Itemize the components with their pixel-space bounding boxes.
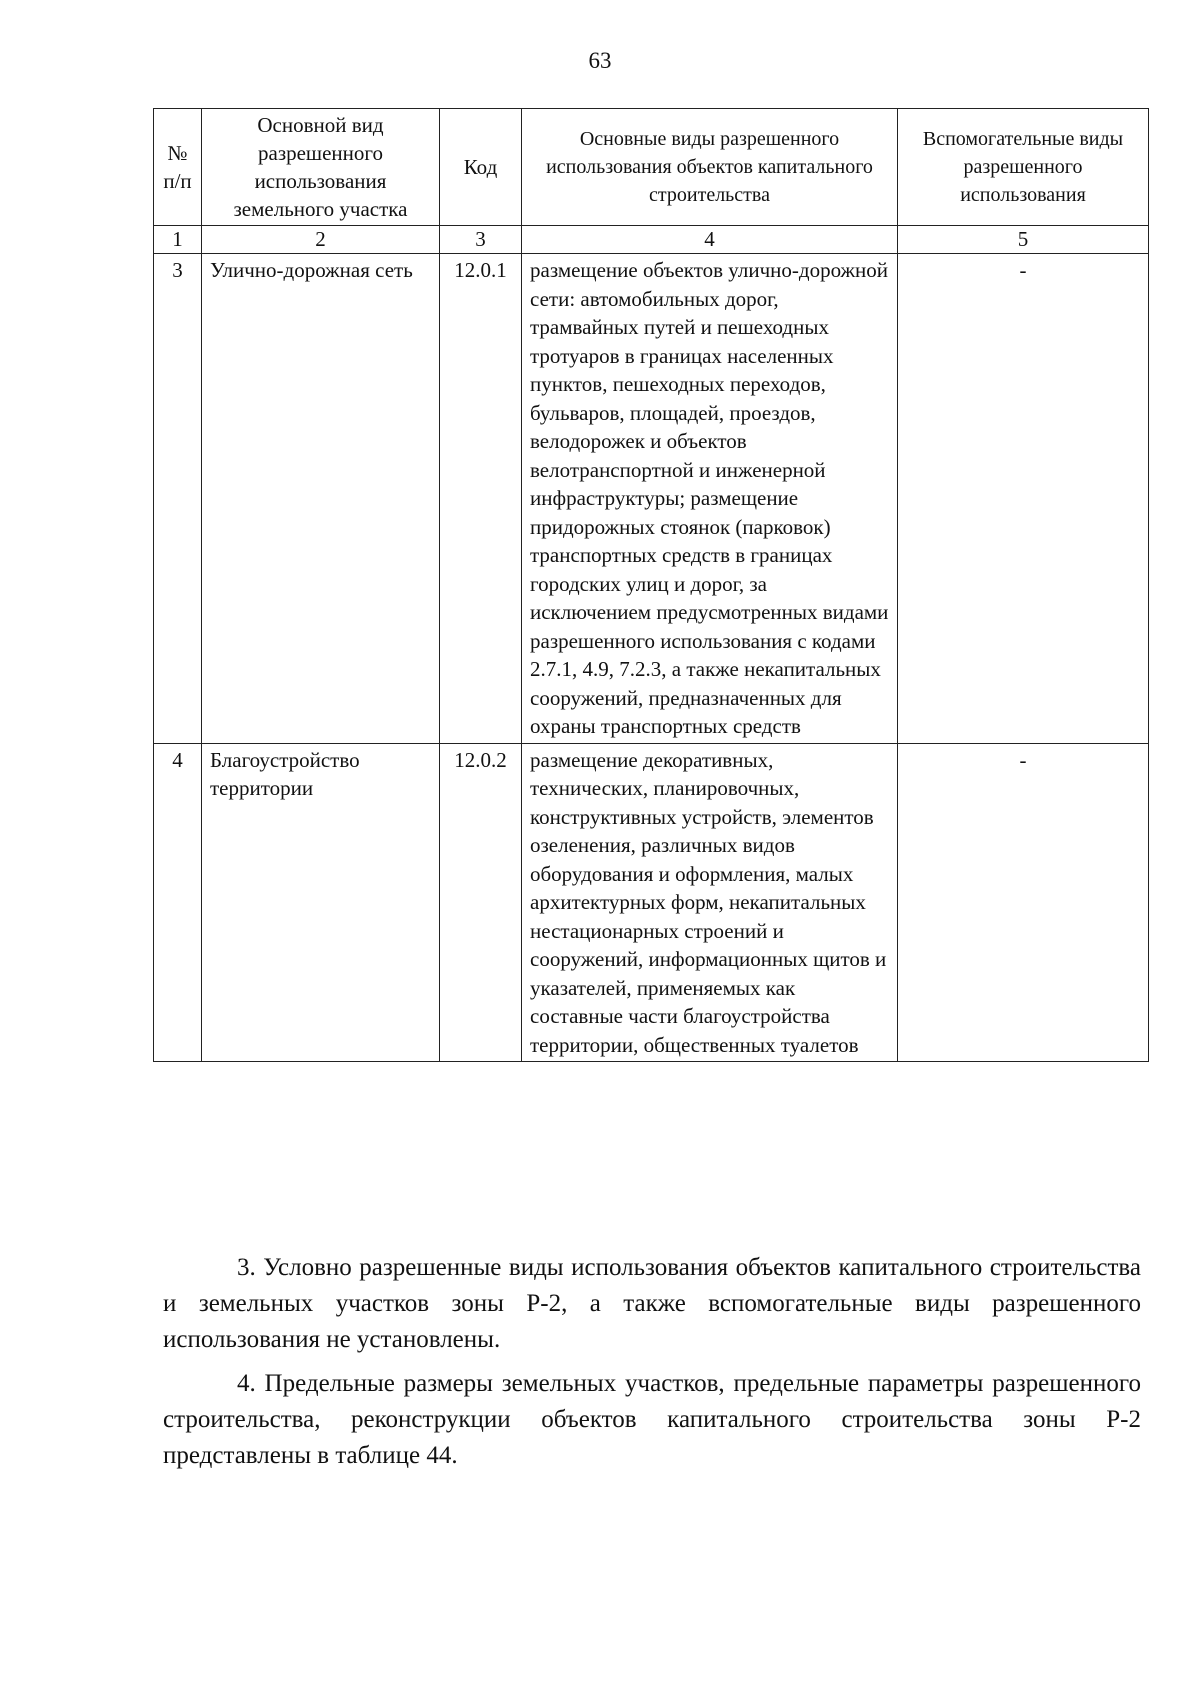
auxiliary-use: - (898, 254, 1149, 744)
header-auxiliary-uses: Вспомогательные виды разрешенного использования (898, 109, 1149, 226)
use-type-name: Улично-дорожная сеть (202, 254, 440, 744)
header-main-use-type: Основной вид разрешенного использования земельного участка (202, 109, 440, 226)
body-text (163, 1250, 1141, 1482)
header-number: № п/п (154, 109, 202, 226)
header-code: Код (440, 109, 522, 226)
column-number: 2 (202, 226, 440, 254)
header-capital-construction-uses: Основные виды разрешенного использования объектов капитального строительства (522, 109, 898, 226)
use-code: 12.0.2 (440, 743, 522, 1062)
use-code: 12.0.1 (440, 254, 522, 744)
table-row (154, 254, 1149, 744)
table-row (154, 743, 1149, 1062)
column-number: 4 (522, 226, 898, 254)
permitted-use-table (153, 108, 1149, 1062)
table-header-row (154, 109, 1149, 226)
use-type-name: Благоустройство территории (202, 743, 440, 1062)
row-number: 3 (154, 254, 202, 744)
column-number: 5 (898, 226, 1149, 254)
column-number: 1 (154, 226, 202, 254)
page-number: 63 (588, 48, 612, 73)
column-number: 3 (440, 226, 522, 254)
use-description: размещение декоративных, технических, планировочных, конструктивных устройств, элементов озеленения, различных видов оборудования и оформления, малых архитектурных форм, некапитальных нестационарных строений и сооружений, информационных щитов и указателей, применяемых как составные части благоустройства территории, общественных туалетов (522, 743, 898, 1062)
paragraph-limit-parameters: 4. Предельные размеры земельных участков, предельные параметры разрешенного строительства, реконструкции объектов капитального строительства зоны Р-2 представлены в таблице 44. (163, 1370, 1141, 1469)
use-description: размещение объектов улично-дорожной сети: автомобильных дорог, трамвайных путей и пешеходных тротуаров в границах населенных пунктов, пешеходных переходов, бульваров, площадей, проездов, велодорожек и объектов велотранспортной и инженерной инфраструктуры; размещение придорожных стоянок (парковок) транспортных средств в границах городских улиц и дорог, за исключением предусмотренных видами разрешенного использования с кодами 2.7.1, 4.9, 7.2.3, а также некапитальных сооружений, предназначенных для охраны транспортных средств (522, 254, 898, 744)
auxiliary-use: - (898, 743, 1149, 1062)
paragraph-conditional-uses: 3. Условно разрешенные виды использования объектов капитального строительства и земельных участков зоны Р-2, а также вспомогательные виды разрешенного использования не установлены. (163, 1254, 1141, 1353)
row-number: 4 (154, 743, 202, 1062)
column-numbers-row (154, 226, 1149, 254)
